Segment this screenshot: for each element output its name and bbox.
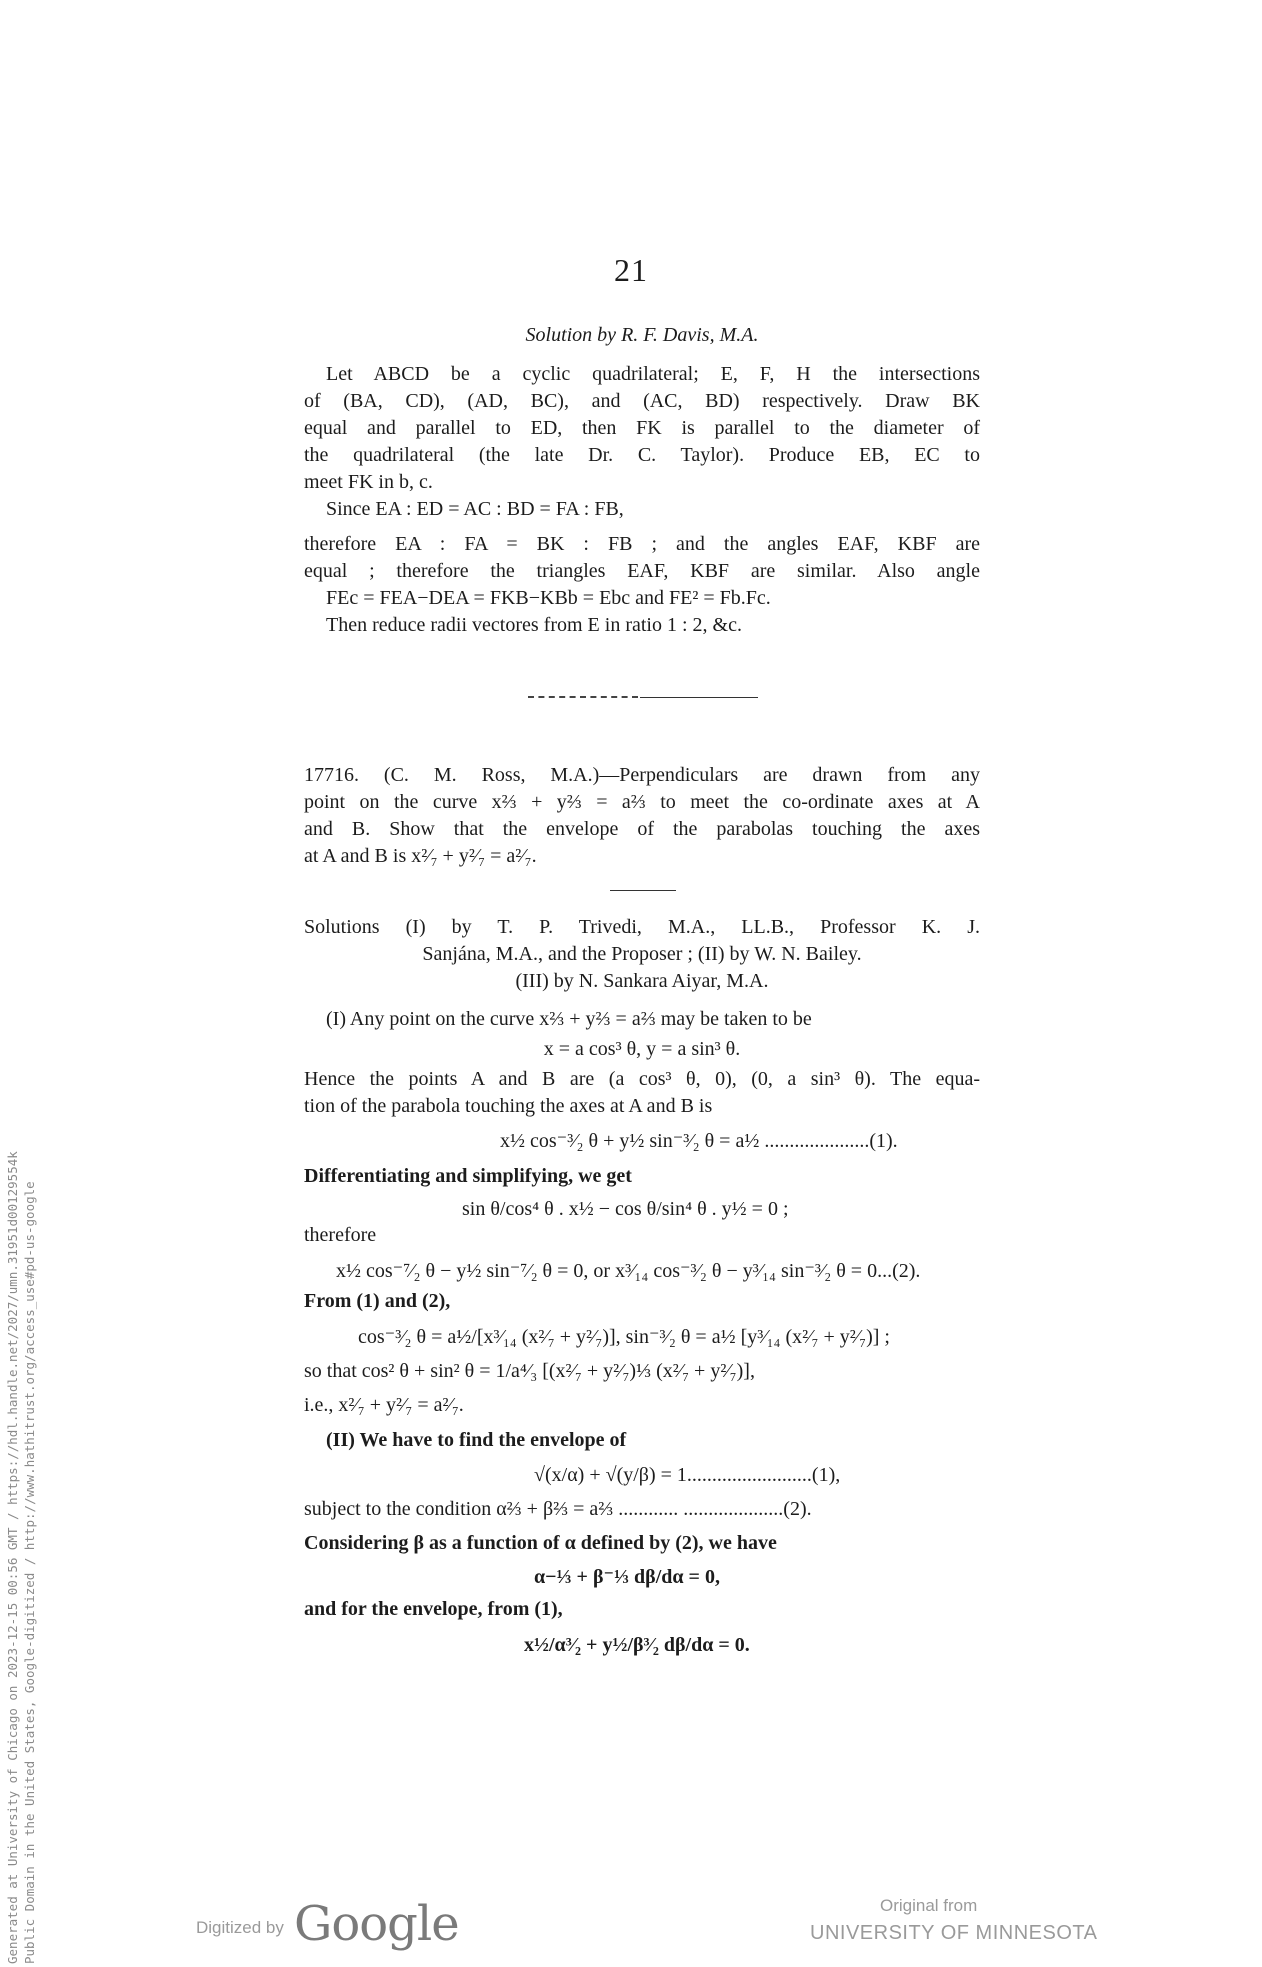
sidebar-line-generated: Generated at University of Chicago on 2023-12-15 00:56 GMT / https://hdl.handle.net/2027/umn.31951d00129554k [5, 1151, 20, 1964]
solution-heading: Solution by R. F. Davis, M.A. [525, 324, 759, 346]
equation: i.e., x²⁄₇ + y²⁄₇ = a²⁄₇. [304, 1394, 464, 1416]
body-line: tion of the parabola touching the axes at A and B is [304, 1095, 713, 1117]
text-line: Then reduce radii vectores from E in ratio 1 : 2, &c. [326, 614, 742, 636]
google-logo: Google [294, 1896, 459, 1952]
equation: cos⁻³⁄₂ θ = a½/[x³⁄₁₄ (x²⁄₇ + y²⁄₇)], sin⁻³⁄₂ θ = a½ [y³⁄₁₄ (x²⁄₇ + y²⁄₇)] ; [358, 1326, 890, 1348]
equation: α−⅓ + β⁻⅓ dβ/dα = 0, [534, 1566, 720, 1588]
equation: subject to the condition α⅔ + β⅔ = a⅔ ............ ....................(2). [304, 1498, 812, 1520]
equation: x = a cos³ θ, y = a sin³ θ. [543, 1038, 741, 1060]
page-number: 21 [614, 252, 648, 288]
body-line: Considering β as a function of α defined by (2), we have [304, 1532, 777, 1554]
equation: so that cos² θ + sin² θ = 1/a⁴⁄₃ [(x²⁄₇ + y²⁄₇)⅓ (x²⁄₇ + y²⁄₇)], [304, 1360, 755, 1382]
body-line: Hence the points A and B are (a cos³ θ, 0), (0, a sin³ θ). The equa- [304, 1068, 980, 1090]
university-label: UNIVERSITY OF MINNESOTA [810, 1922, 1098, 1944]
original-from-label: Original from [880, 1896, 978, 1915]
section-divider [640, 697, 758, 698]
problem-line: point on the curve x⅔ + y⅔ = a⅔ to meet the co-ordinate axes at A [304, 791, 980, 813]
body-line: (II) We have to find the envelope of [326, 1429, 627, 1451]
equation: sin θ/cos⁴ θ . x½ − cos θ/sin⁴ θ . y½ = 0 ; [462, 1198, 789, 1220]
equation: x½ cos⁻⁷⁄₂ θ − y½ sin⁻⁷⁄₂ θ = 0, or x³⁄₁₄ cos⁻³⁄₂ θ − y³⁄₁₄ sin⁻³⁄₂ θ = 0...(2). [336, 1260, 921, 1282]
solutions-header-line: (III) by N. Sankara Aiyar, M.A. [515, 970, 769, 992]
problem-line: at A and B is x²⁄₇ + y²⁄₇ = a²⁄₇. [304, 845, 537, 867]
text-line: FEc = FEA−DEA = FKB−KBb = Ebc and FE² = Fb.Fc. [326, 587, 771, 609]
body-line: From (1) and (2), [304, 1290, 451, 1312]
text-line: equal ; therefore the triangles EAF, KBF are similar. Also angle [304, 560, 980, 582]
body-line: (I) Any point on the curve x⅔ + y⅔ = a⅔ may be taken to be [326, 1008, 812, 1030]
hathitrust-sidebar-note [4, 1151, 38, 1964]
equation: x½ cos⁻³⁄₂ θ + y½ sin⁻³⁄₂ θ = a½ .....................(1). [500, 1130, 898, 1152]
text-line: of (BA, CD), (AD, BC), and (AC, BD) respectively. Draw BK [304, 390, 980, 412]
section-divider-dashed [528, 696, 638, 698]
text-line: meet FK in b, c. [304, 471, 433, 493]
short-rule [610, 890, 676, 891]
body-line: and for the envelope, from (1), [304, 1598, 563, 1620]
text-line: therefore EA : FA = BK : FB ; and the angles EAF, KBF are [304, 533, 980, 555]
solutions-header-line: Solutions (I) by T. P. Trivedi, M.A., LL.B., Professor K. J. [304, 916, 980, 938]
body-line: Differentiating and simplifying, we get [304, 1165, 632, 1187]
problem-line: and B. Show that the envelope of the parabolas touching the axes [304, 818, 980, 840]
body-line: therefore [304, 1224, 377, 1246]
problem-line: 17716. (C. M. Ross, M.A.)—Perpendiculars are drawn from any [304, 764, 980, 786]
equation: √(x/α) + √(y/β) = 1.........................(1), [534, 1464, 841, 1486]
solutions-header-line: Sanjána, M.A., and the Proposer ; (II) by W. N. Bailey. [422, 943, 862, 965]
text-line: the quadrilateral (the late Dr. C. Taylor). Produce EB, EC to [304, 444, 980, 466]
digitized-by-label: Digitized by [196, 1918, 284, 1937]
sidebar-line-public-domain: Public Domain in the United States, Google-digitized / http://www.hathitrust.org/access_use#pd-us-google [22, 1181, 37, 1964]
text-line: equal and parallel to ED, then FK is parallel to the diameter of [304, 417, 980, 439]
text-line: Since EA : ED = AC : BD = FA : FB, [326, 498, 624, 520]
equation: x½/α³⁄₂ + y½/β³⁄₂ dβ/dα = 0. [524, 1634, 750, 1656]
text-line: Let ABCD be a cyclic quadrilateral; E, F, H the intersections [326, 363, 980, 385]
